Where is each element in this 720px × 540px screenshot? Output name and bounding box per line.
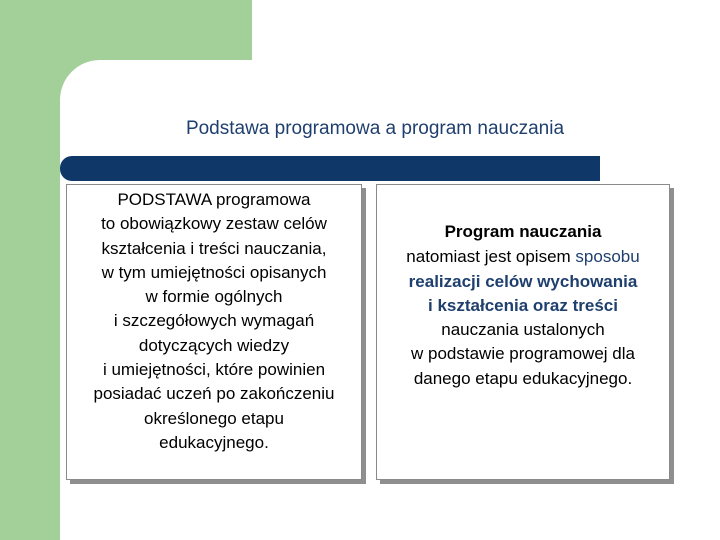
podstawa-line: kształcenia i treści nauczania, xyxy=(101,238,327,258)
program-title: Program nauczania xyxy=(444,222,602,241)
podstawa-line: to obowiązkowy zestaw celów xyxy=(101,214,327,234)
podstawa-line: i szczegółowych wymagań xyxy=(113,311,315,331)
podstawa-line: dotyczących wiedzy xyxy=(138,335,290,355)
podstawa-definition-box xyxy=(66,184,362,480)
title-underline-bar xyxy=(60,156,600,181)
podstawa-line: PODSTAWA programowa xyxy=(117,190,311,209)
podstawa-line: edukacyjnego. xyxy=(159,432,269,452)
program-line: nauczania ustalonych xyxy=(441,320,605,340)
podstawa-line: posiadać uczeń po zakończeniu xyxy=(93,384,335,404)
podstawa-line: określonego etapu xyxy=(144,408,284,428)
slide-title: Podstawa programowa a program nauczania xyxy=(185,118,565,139)
program-highlight-line: i kształcenia oraz treści xyxy=(428,295,618,315)
program-highlight-sposobu: sposobu xyxy=(575,247,640,267)
program-line: danego etapu edukacyjnego. xyxy=(413,368,633,388)
podstawa-line: w tym umiejętności opisanych xyxy=(101,262,327,282)
program-highlight-line: realizacji celów wychowania xyxy=(408,271,638,291)
podstawa-line: w formie ogólnych xyxy=(145,287,283,307)
program-line xyxy=(377,245,669,269)
program-line-text: natomiast jest opisem xyxy=(406,247,576,267)
program-line: w podstawie programowej dla xyxy=(411,344,635,364)
podstawa-line: i umiejętności, które powinien xyxy=(102,360,326,380)
program-definition-box xyxy=(376,184,670,480)
